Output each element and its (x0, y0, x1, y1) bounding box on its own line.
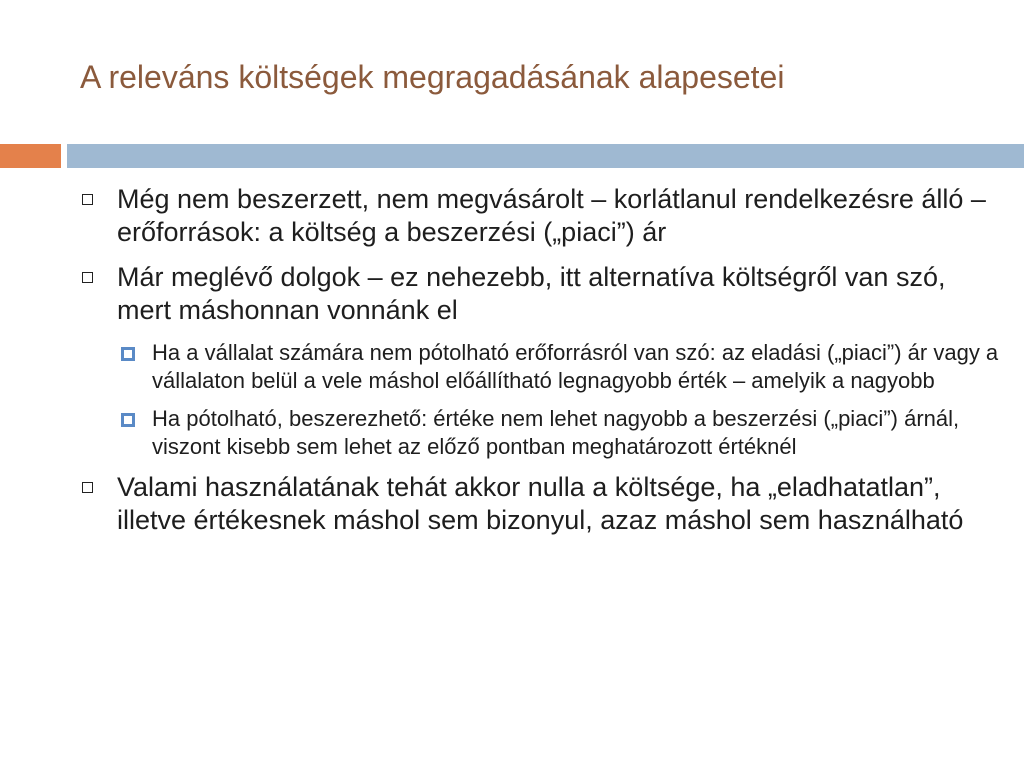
sub-bullet-text: Ha a vállalat számára nem pótolható erőforrásról van szó: az eladási („piaci”) ár vagy a vállalaton belül a vele máshol előállítható legnagyobb érték – amelyik a nagyobb (152, 340, 999, 393)
accent-bar-blue (67, 144, 1024, 168)
bullet-text: Már meglévő dolgok – ez nehezebb, itt alternatíva költségről van szó, mert máshonnan vonnánk el (117, 262, 946, 325)
slide-title: A releváns költségek megragadásának alapesetei (80, 59, 785, 95)
sub-bullet-text: Ha pótolható, beszerezhető: értéke nem lehet nagyobb a beszerzési („piaci”) árnál, viszont kisebb sem lehet az előző pontban meghatározott értéknél (152, 406, 960, 459)
slide-content (80, 183, 1005, 549)
sub-bullet-item (118, 339, 1005, 395)
blue-square-bullet-icon (121, 413, 135, 427)
bullet-item (80, 471, 1005, 537)
sub-bullet-item (118, 405, 1005, 461)
hollow-square-bullet-icon (82, 194, 93, 205)
blue-square-bullet-icon (121, 347, 135, 361)
hollow-square-bullet-icon (82, 272, 93, 283)
accent-bar-orange (0, 144, 61, 168)
bullet-item (80, 183, 1005, 249)
hollow-square-bullet-icon (82, 482, 93, 493)
bullet-item (80, 261, 1005, 327)
bullet-text: Még nem beszerzett, nem megvásárolt – korlátlanul rendelkezésre álló – erőforrások: a költség a beszerzési („piaci”) ár (117, 184, 986, 247)
bullet-text: Valami használatának tehát akkor nulla a költsége, ha „eladhatatlan”, illetve értékesnek máshol sem bizonyul, azaz máshol sem használható (117, 472, 964, 535)
